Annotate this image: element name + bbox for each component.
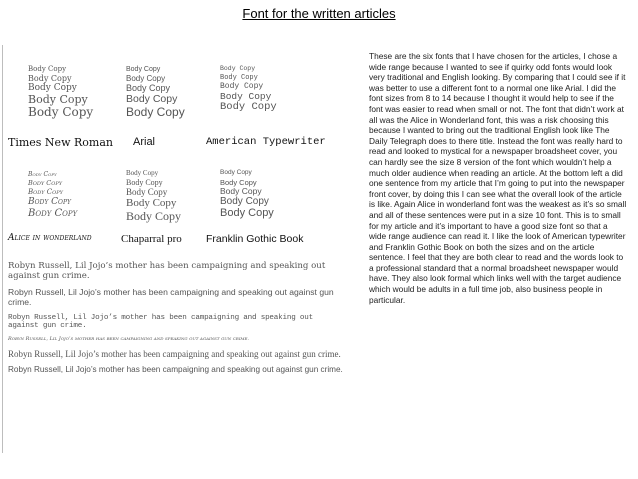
explanation-text: These are the six fonts that I have chosen for the articles, I chose a wide range because I wanted to see if quirky odd fonts would look very traditional and English looking. By comparing that I could see if it was better to use a different font to a normal one like Arial. I did the font sizes from 8 to 14 because I thought it would help to see if the font was easier to read when small or not. The font that didn’t work at all was the Alice in Wonderland font, this was a risk choosing this because I wanted to bring out the traditional English look like The Daily Telegraph does to there title. Instead the font was really hard to read and looked to mystical for a newspaper broadsheet cover, you can hardly see the size 8 version of the font which wouldn’t help a much older audience when reading an article. At the bottom left a did one sentence from my article that I’m going to put into the newspaper front cover, by doing this I can see what the overall look of the article is like. Again Alice in wonderland font was the weakest as it’s so small and all of these sentences were put in a size 10 font. This is to small for my article and it’s important to have a good size font so that a wide range audience can read it. I like the look of American typewriter and Franklin Gothic Book on both the sizes and on the article sentence. I feel that they are both clear to read and the words look to a professional standard that a normal broadsheet newspaper would have. They also look formal which links well with the target audience which would be adults in a full time job, also business people in particular. — [369, 51, 627, 305]
sample-line: Body Copy — [220, 177, 257, 187]
font-samples-image — [8, 58, 346, 375]
sample-sentences — [8, 262, 346, 374]
sample-line: Body Copy — [126, 169, 159, 177]
sentence-arial: Robyn Russell, Lil Jojo’s mother has been campaigning and speaking out against gun crime. — [8, 286, 334, 307]
sample-line: Body Copy — [28, 83, 77, 93]
sample-line: Body Copy — [28, 207, 78, 219]
sample-line: Body Copy — [220, 206, 274, 219]
sentence-alice: Robyn Russell, Lil Jojo’s mother has been campaigning and speaking out against gun crime. — [8, 335, 250, 342]
american-samples — [220, 66, 330, 113]
sample-line: Body Copy — [28, 105, 94, 119]
sample-line: Body Copy — [28, 179, 62, 187]
font-name-american: American Typewriter — [206, 136, 326, 148]
sample-line: Body Copy — [220, 73, 258, 82]
sample-line: Body Copy — [28, 65, 67, 73]
sample-line: Body Copy — [220, 195, 269, 207]
font-name-chaparral: Chaparral pro — [121, 233, 182, 245]
sample-line: Body Copy — [28, 187, 63, 196]
sample-line: Body Copy — [220, 169, 252, 176]
times-samples — [28, 66, 138, 118]
sample-line: Body Copy — [220, 65, 256, 72]
sample-line: Body Copy — [28, 93, 88, 106]
left-border — [2, 45, 3, 453]
sample-line: Body Copy — [220, 186, 262, 196]
sentence-times: Robyn Russell, Lil Jojo’s mother has been campaigning and speaking out against gun crime. — [8, 261, 326, 281]
font-name-arial: Arial — [133, 136, 156, 148]
alice-samples — [28, 172, 138, 219]
slide-title: Font for the written articles — [242, 6, 396, 21]
sentence-franklin: Robyn Russell, Lil Jojo’s mother has been campaigning and speaking out against gun crime. — [8, 365, 343, 375]
sample-line: Body Copy — [126, 93, 178, 105]
sample-line: Body Copy — [220, 81, 264, 91]
sample-line: Body Copy — [126, 209, 182, 223]
font-name-alice: Alice in wonderland — [8, 233, 92, 243]
sample-line: Body Copy — [28, 196, 71, 207]
franklin-samples — [220, 170, 330, 219]
sentence-chaparral: Robyn Russell, Lil Jojo’s mother has been campaigning and speaking out against gun crime. — [8, 348, 341, 359]
sample-line: Body Copy — [28, 171, 57, 178]
sample-line: Body Copy — [126, 187, 168, 197]
sample-line: Body Copy — [126, 66, 161, 73]
sample-line: Body Copy — [220, 101, 277, 113]
sample-line: Body Copy — [126, 74, 166, 83]
font-name-franklin: Franklin Gothic Book — [206, 233, 304, 245]
sample-line: Body Copy — [126, 197, 177, 209]
sentence-american: Robyn Russell, Lil Jojo’s mother has been campaigning and speaking out against gun crime. — [8, 313, 313, 331]
font-name-times: Times New Roman — [8, 136, 113, 149]
sample-line: Body Copy — [28, 74, 72, 83]
sample-line: Body Copy — [126, 104, 185, 119]
sample-line: Body Copy — [220, 90, 272, 102]
sample-line: Body Copy — [126, 178, 163, 187]
sample-line: Body Copy — [126, 83, 171, 93]
